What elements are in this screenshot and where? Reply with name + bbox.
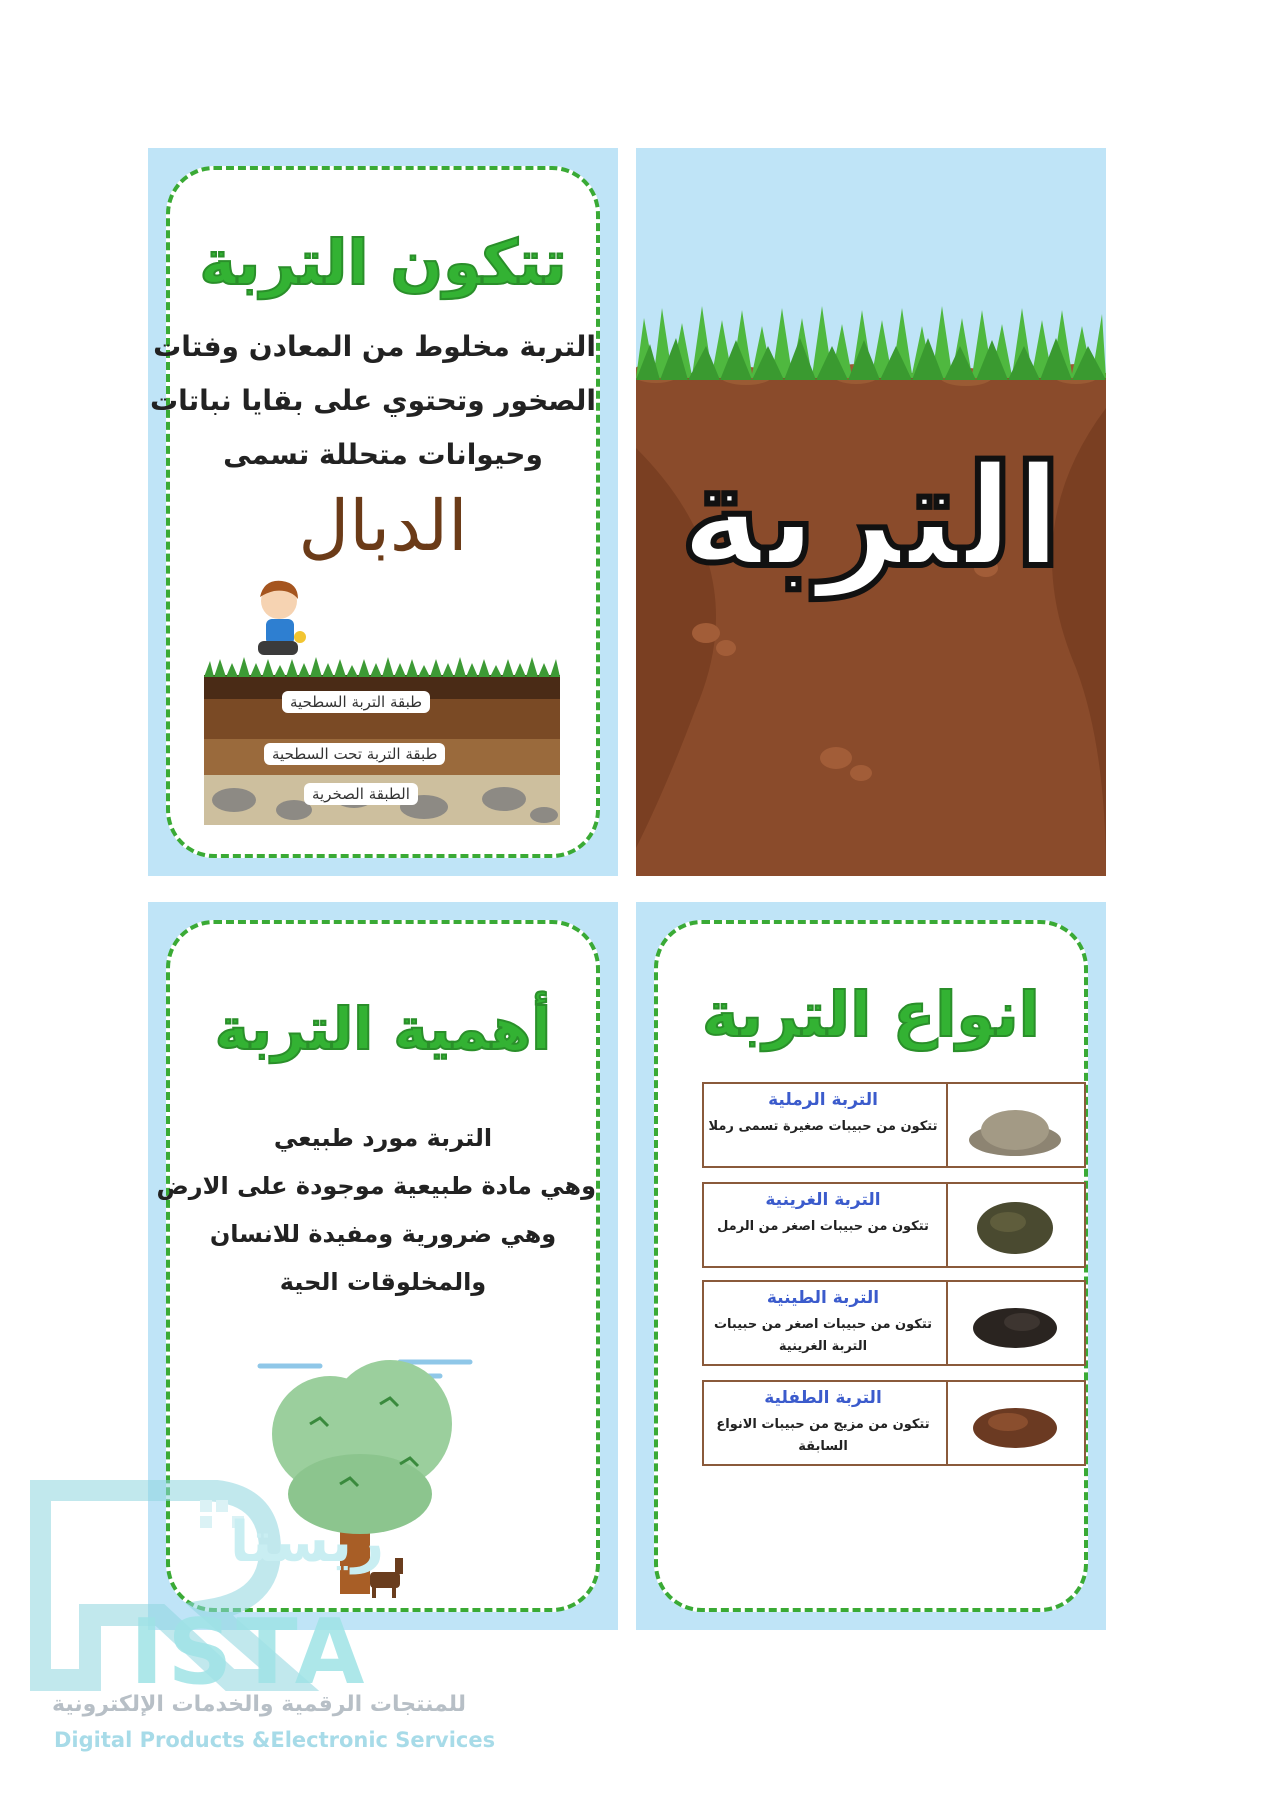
soil-type-row-silt: [702, 1182, 1086, 1268]
card-frame: [654, 920, 1088, 1612]
soil-type-row-loam: [702, 1380, 1086, 1466]
text-line: الصخور وتحتوي على بقايا نباتات: [149, 384, 596, 417]
card-soil-formation: [148, 148, 618, 876]
soil-type-desc: تتكون من حبيبات صغيرة تسمى رملا: [708, 1119, 938, 1134]
soil-type-row-clay: [702, 1280, 1086, 1366]
watermark-arabic-brand: ريستا: [230, 1510, 385, 1575]
watermark-english-tagline: Digital Products &Electronic Services: [54, 1728, 496, 1752]
humus-word: الدبال: [298, 485, 468, 567]
layer-label-topsoil: طبقة التربة السطحية: [282, 691, 430, 713]
soil-type-name: التربة الطفلية: [764, 1388, 882, 1408]
cover-title: التربة: [679, 436, 1063, 599]
soil-sample-image: [946, 1282, 1084, 1364]
text-line: وهي ضرورية ومفيدة للانسان: [209, 1220, 557, 1248]
soil-type-text: [704, 1190, 942, 1238]
soil-sample-image: [946, 1084, 1084, 1166]
soil-type-desc: تتكون من مزيج من حبيبات الانواع السابقة: [716, 1417, 930, 1454]
child-figure: [244, 575, 314, 665]
soil-sample-image: [946, 1382, 1084, 1464]
card-soil-types: [636, 902, 1106, 1630]
soil-sample-image: [946, 1184, 1084, 1266]
soil-type-text: [704, 1288, 942, 1358]
card-title: أهمية التربة: [214, 995, 552, 1063]
soil-layers-illustration: [204, 655, 560, 825]
soil-type-name: التربة الغرينية: [765, 1190, 881, 1210]
layer-label-subsoil: طبقة التربة تحت السطحية: [264, 743, 445, 765]
soil-type-name: التربة الرملية: [768, 1090, 878, 1110]
text-line: وحيوانات متحللة تسمى: [223, 438, 543, 471]
text-line: وهي مادة طبيعية موجودة على الارض: [156, 1172, 596, 1200]
formation-paragraph: [149, 320, 596, 482]
layer-label-rock: الطبقة الصخرية: [304, 783, 418, 805]
text-line: التربة مخلوط من المعادن وفتات: [153, 330, 596, 363]
card-frame: [149, 166, 600, 858]
card-cover: [636, 148, 1106, 876]
card-title: تتكون التربة: [199, 226, 567, 299]
soil-type-text: [704, 1090, 942, 1138]
card-title: انواع التربة: [702, 978, 1040, 1051]
soil-type-desc: تتكون من حبيبات اصغر من حبيبات التربة الغرينية: [713, 1317, 933, 1354]
soil-type-text: [704, 1388, 942, 1458]
watermark-arabic-tagline: للمنتجات الرقمية والخدمات الإلكترونية: [52, 1692, 467, 1717]
soil-type-name: التربة الطينية: [766, 1288, 880, 1308]
importance-paragraph: [156, 1114, 596, 1306]
soil-type-desc: تتكون من حبيبات اصغر من الرمل: [717, 1219, 929, 1234]
soil-type-row-sandy: [702, 1082, 1086, 1168]
watermark-brand: ISTA: [130, 1600, 369, 1705]
text-line: التربة مورد طبيعي: [273, 1124, 493, 1152]
text-line: والمخلوقات الحية: [279, 1268, 487, 1296]
